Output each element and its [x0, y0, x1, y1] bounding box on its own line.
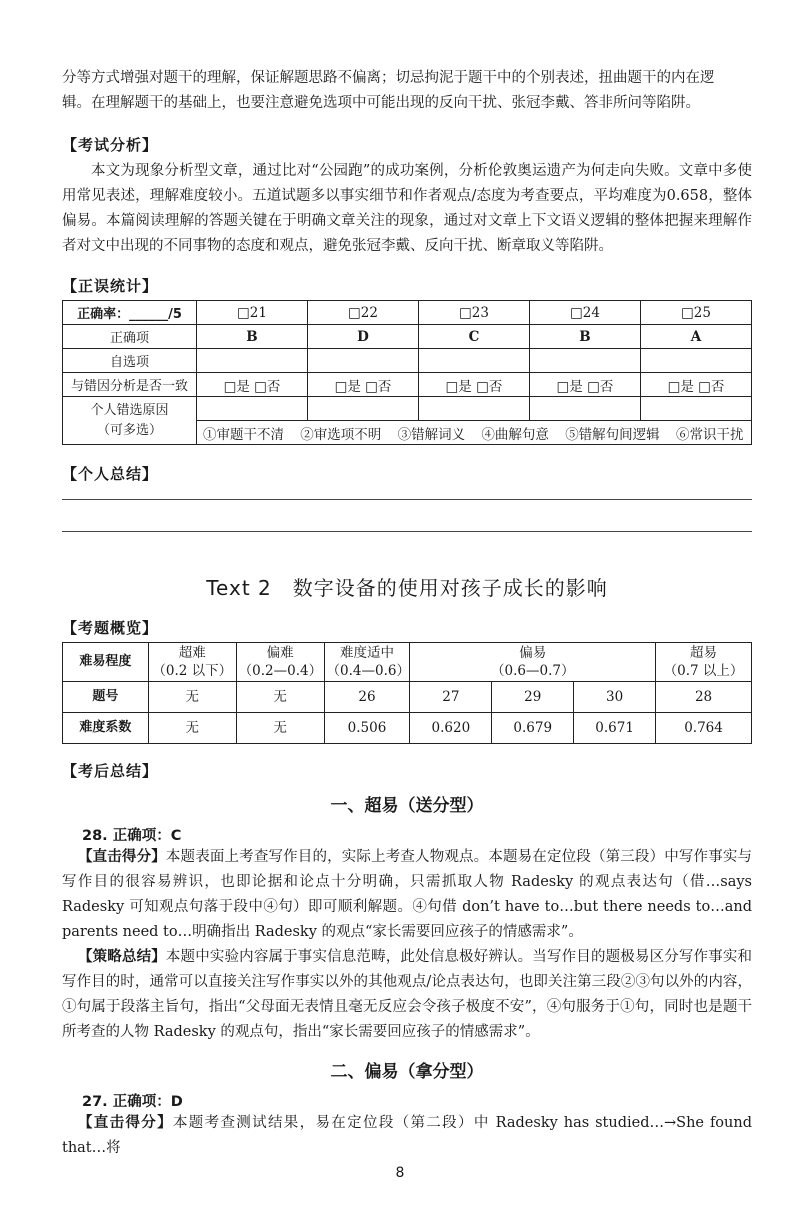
self-choice-cell[interactable] — [197, 349, 308, 373]
question-checkbox[interactable]: □23 — [418, 301, 529, 325]
question-checkbox[interactable]: □22 — [307, 301, 418, 325]
question-checkbox[interactable]: □21 — [197, 301, 308, 325]
q27-paragraph-1 — [62, 1111, 752, 1161]
answer-cell: A — [640, 325, 751, 349]
reason-cell[interactable] — [529, 397, 640, 421]
table-row — [63, 301, 752, 325]
level-cell — [236, 643, 324, 682]
q28-paragraph-1 — [62, 845, 752, 945]
page-number: 8 — [395, 1165, 405, 1181]
reason-cell[interactable] — [197, 397, 308, 421]
section1-title: 一、超易（送分型） — [330, 796, 484, 816]
table-row — [63, 682, 752, 713]
yes-no-checkbox[interactable]: □是 □否 — [197, 373, 308, 397]
stats-heading: 【正误统计】 — [62, 277, 159, 295]
overview-table — [62, 642, 752, 744]
level-range: （0.7 以上） — [663, 663, 744, 679]
summary-heading: 【个人总结】 — [62, 465, 159, 483]
reason-option[interactable]: ③错解词义 — [397, 426, 466, 443]
intro-line-1: 分等方式增强对题干的理解，保证解题思路不偏离；切忌拘泥于题干中的个别表述，扭曲题干的内在逻 — [62, 70, 715, 86]
reason-label-sub: （可多选） — [96, 422, 162, 438]
question-checkbox[interactable]: □25 — [640, 301, 751, 325]
level-range: （0.2 以下） — [152, 663, 233, 679]
overview-heading: 【考题概览】 — [62, 619, 159, 637]
level-name: 难度适中 — [339, 645, 394, 661]
consistent-label: 与错因分析是否一致 — [63, 373, 197, 397]
answer-cell: B — [197, 325, 308, 349]
self-choice-cell[interactable] — [529, 349, 640, 373]
q27-tag-1: 【直击得分】 — [77, 1115, 173, 1131]
reason-label-main: 个人错选原因 — [90, 402, 169, 418]
level-cell — [148, 643, 236, 682]
answer-cell: D — [307, 325, 418, 349]
coef-label: 难度系数 — [63, 713, 149, 744]
coef-cell: 无 — [148, 713, 236, 744]
exam-analysis-heading: 【考试分析】 — [62, 136, 159, 154]
self-choice-cell[interactable] — [418, 349, 529, 373]
level-cell — [656, 643, 752, 682]
level-range: （0.2—0.4） — [238, 663, 323, 679]
table-row — [63, 643, 752, 682]
table-row — [63, 349, 752, 373]
yes-no-checkbox[interactable]: □是 □否 — [418, 373, 529, 397]
num-cell: 26 — [324, 682, 410, 713]
table-row — [63, 373, 752, 397]
after-exam-heading: 【考后总结】 — [62, 762, 159, 780]
reason-option[interactable]: ⑤错解句间逻辑 — [565, 426, 660, 443]
reason-cell[interactable] — [640, 397, 751, 421]
num-cell: 30 — [574, 682, 656, 713]
reasons-row — [197, 421, 752, 445]
rate-label[interactable]: 正确率：______/5 — [63, 301, 197, 325]
answer-cell: B — [529, 325, 640, 349]
answer-cell: C — [418, 325, 529, 349]
exam-analysis-body: 本文为现象分析型文章，通过比对“公园跑”的成功案例，分析伦敦奥运遗产为何走向失败。文章中多使用常见表述，理解难度较小。五道试题多以事实细节和作者观点/态度为考查要点，平均难度为0.658，整体偏易。本篇阅读理解的答题关键在于明确文章关注的现象，通过对文章上下文语义逻辑的整体把握来理解作者对文中出现的不同事物的态度和观点，避免张冠李戴、反向干扰、断章取义等陷阱。 — [62, 163, 752, 254]
reason-option[interactable]: ⑥常识干扰 — [675, 426, 744, 443]
coef-cell: 0.506 — [324, 713, 410, 744]
num-label: 题号 — [63, 682, 149, 713]
q27-heading: 27. 正确项：D — [82, 1094, 183, 1110]
level-cell — [410, 643, 656, 682]
intro-line-2: 辑。在理解题干的基础上，也要注意避免选项中可能出现的反向干扰、张冠李戴、答非所问等陷阱。 — [62, 95, 700, 111]
level-name: 超易 — [690, 645, 718, 661]
coef-cell: 无 — [236, 713, 324, 744]
q28-paragraph-2 — [62, 945, 752, 1045]
question-checkbox[interactable]: □24 — [529, 301, 640, 325]
q28-heading: 28. 正确项：C — [82, 828, 182, 844]
self-choice-cell[interactable] — [307, 349, 418, 373]
coef-cell: 0.620 — [410, 713, 492, 744]
q28-text-2: 本题中实验内容属于事实信息范畴，此处信息极好辨认。当写作目的题极易区分写作事实和写作目的时，通常可以直接关注写作事实以外的其他观点/论点表达句，也即关注第三段②③句以外的内容，①句属于段落主旨句，指出“父母面无表情且毫无反应会令孩子极度不安”，④句服务于①句，同时也是题干所考查的人物 Radesky 的观点句，指出“家长需要回应孩子的情感需求”。 — [62, 949, 753, 1040]
section2-title: 二、偏易（拿分型） — [330, 1062, 484, 1082]
coef-cell: 0.764 — [656, 713, 752, 744]
level-cell — [324, 643, 410, 682]
self-label: 自选项 — [63, 349, 197, 373]
q28-tag-1: 【直击得分】 — [77, 849, 166, 865]
level-name: 偏易 — [519, 645, 547, 661]
q28-text-1: 本题表面上考查写作目的，实际上考查人物观点。本题易在定位段（第三段）中写作事实与写作目的很容易辨识，也即论据和论点十分明确，只需抓取人物 Radesky 的观点表达句（借…says Radesky 可知观点句落于段中④句）即可顺利解题。④句借 don’t have to…but there needs to…and parents need to…明确指出 Radesky 的观点“家长需要回应孩子的情感需求”。 — [62, 849, 753, 940]
reason-label — [63, 397, 197, 445]
stats-table — [62, 300, 752, 445]
summary-line[interactable] — [62, 498, 752, 500]
level-range: （0.4—0.6） — [326, 663, 410, 679]
correct-label: 正确项 — [63, 325, 197, 349]
coef-cell: 0.671 — [574, 713, 656, 744]
level-range: （0.6—0.7） — [491, 663, 575, 679]
coef-cell: 0.679 — [492, 713, 574, 744]
num-cell: 无 — [236, 682, 324, 713]
text2-title: Text 2 数字设备的使用对孩子成长的影响 — [206, 576, 608, 600]
num-cell: 28 — [656, 682, 752, 713]
yes-no-checkbox[interactable]: □是 □否 — [529, 373, 640, 397]
reason-cell[interactable] — [307, 397, 418, 421]
yes-no-checkbox[interactable]: □是 □否 — [307, 373, 418, 397]
level-label: 难易程度 — [63, 643, 149, 682]
table-row — [63, 325, 752, 349]
yes-no-checkbox[interactable]: □是 □否 — [640, 373, 751, 397]
q27-text-1: 本题考查测试结果，易在定位段（第二段）中 Radesky has studied…→She found that…将 — [62, 1115, 752, 1156]
reason-option[interactable]: ①审题干不清 — [203, 426, 284, 443]
q28-tag-2: 【策略总结】 — [77, 949, 166, 965]
reason-cell[interactable] — [418, 397, 529, 421]
page — [62, 66, 752, 1161]
num-cell: 27 — [410, 682, 492, 713]
table-row — [63, 713, 752, 744]
level-name: 超难 — [178, 645, 206, 661]
table-row — [63, 397, 752, 421]
reason-option[interactable]: ②审选项不明 — [300, 426, 382, 443]
level-name: 偏难 — [266, 645, 294, 661]
summary-line[interactable] — [62, 530, 752, 532]
num-cell: 无 — [148, 682, 236, 713]
self-choice-cell[interactable] — [640, 349, 751, 373]
reason-option[interactable]: ④曲解句意 — [481, 426, 549, 443]
num-cell: 29 — [492, 682, 574, 713]
